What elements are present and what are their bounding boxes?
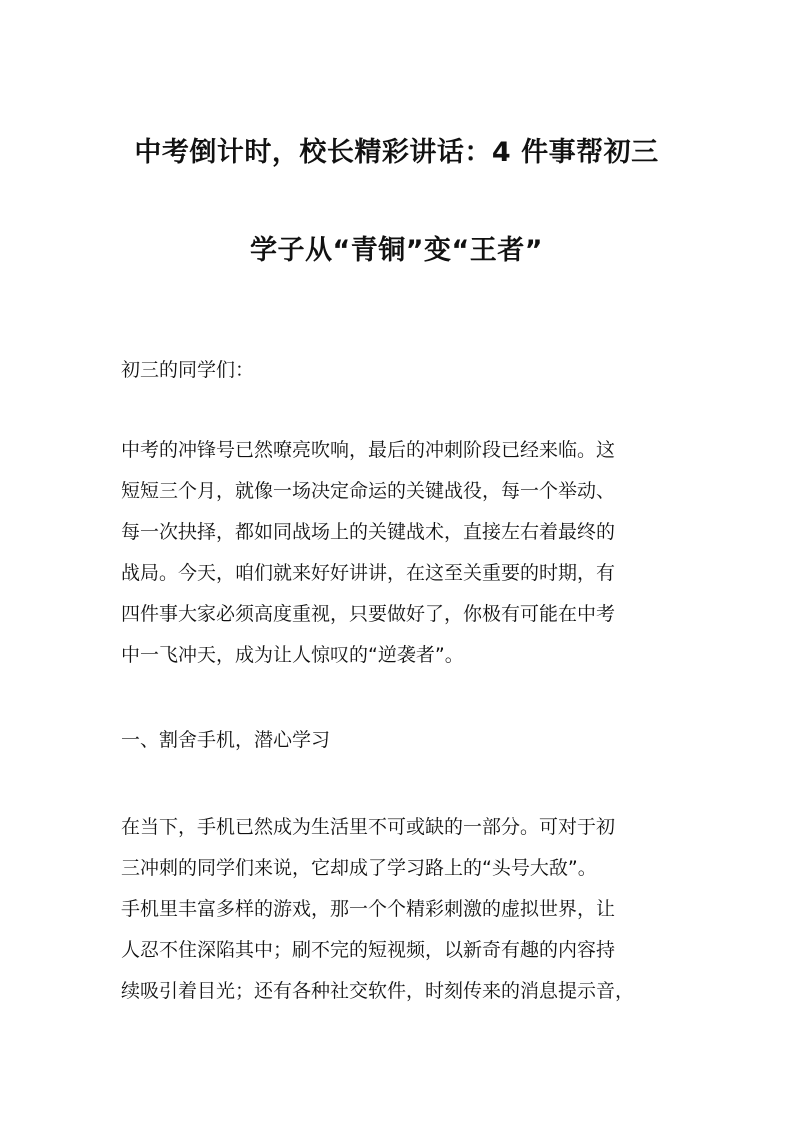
section-1-line: 人忍不住深陷其中；刷不完的短视频，以新奇有趣的内容持 xyxy=(121,939,616,961)
intro-line: 中一飞冲天，成为让人惊叹的“逆袭者”。 xyxy=(121,644,464,666)
greeting-text: 初三的同学们： xyxy=(121,359,255,381)
section-1-line: 手机里丰富多样的游戏，那一个个精彩刺激的虚拟世界，让 xyxy=(121,898,616,920)
section-heading-text: 一、割舍手机，潜心学习 xyxy=(121,729,331,751)
intro-line: 战局。今天，咱们就来好好讲讲，在这至关重要的时期，有 xyxy=(121,562,616,584)
section-1-paragraph xyxy=(121,807,677,1012)
document-title-line-2: 学子从“青铜”变“王者” xyxy=(250,235,543,266)
intro-line: 每一次抉择，都如同战场上的关键战术，直接左右着最终的 xyxy=(121,521,616,543)
intro-line: 四件事大家必须高度重视，只要做好了，你极有可能在中考 xyxy=(121,603,616,625)
section-1-line: 三冲刺的同学们来说，它却成了学习路上的“头号大敌”。 xyxy=(121,857,597,879)
document-title-line-1: 中考倒计时，校长精彩讲话：4 件事帮初三 xyxy=(134,137,659,168)
greeting xyxy=(121,350,677,391)
intro-line: 中考的冲锋号已然嘹亮吹响，最后的冲刺阶段已经来临。这 xyxy=(121,439,616,461)
section-1-line: 续吸引着目光；还有各种社交软件，时刻传来的消息提示音， xyxy=(121,980,635,1002)
section-1-heading xyxy=(121,720,677,761)
intro-paragraph xyxy=(121,430,677,676)
intro-line: 短短三个月，就像一场决定命运的关键战役，每一个举动、 xyxy=(121,480,616,502)
section-1-line: 在当下，手机已然成为生活里不可或缺的一部分。可对于初 xyxy=(121,816,616,838)
